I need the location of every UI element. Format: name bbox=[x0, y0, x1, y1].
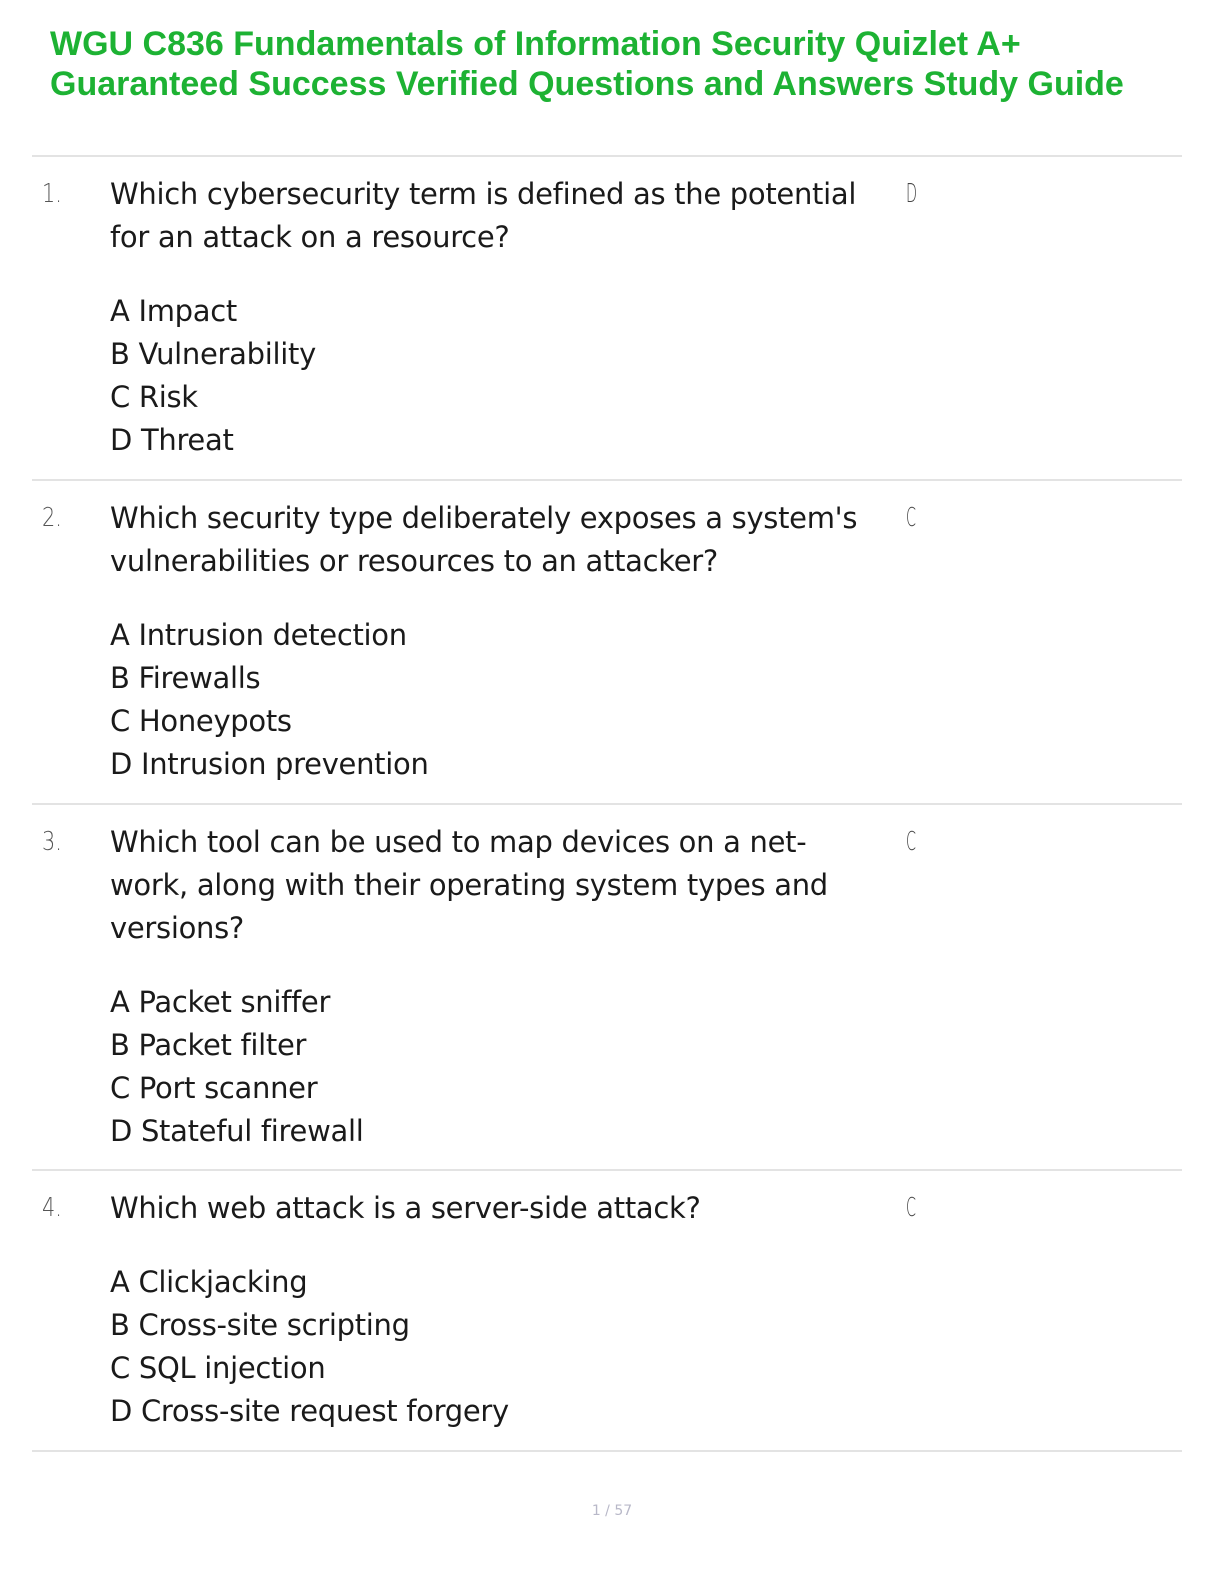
question-text-line: for an attack on a resource? bbox=[110, 220, 510, 254]
question-text-line: Which web attack is a server-side attack? bbox=[110, 1191, 701, 1225]
question-number: 3. bbox=[42, 827, 62, 857]
answer-option: B Packet filter bbox=[110, 1028, 307, 1062]
question-text-line: Which tool can be used to map devices on a net- bbox=[110, 825, 807, 859]
question-card bbox=[32, 155, 1182, 480]
answer-options bbox=[110, 981, 363, 1153]
question-text-line: work, along with their operating system types and bbox=[110, 868, 828, 902]
question-number: 2. bbox=[42, 503, 62, 533]
answer-key: D bbox=[906, 179, 918, 209]
answer-option: A Clickjacking bbox=[110, 1265, 308, 1299]
answer-option: B Cross-site scripting bbox=[110, 1308, 410, 1342]
answer-option: C Honeypots bbox=[110, 704, 292, 738]
question-text bbox=[110, 1187, 900, 1230]
answer-option: C Port scanner bbox=[110, 1071, 318, 1105]
answer-option: B Firewalls bbox=[110, 661, 261, 695]
answer-option: D Threat bbox=[110, 423, 234, 457]
answer-options bbox=[110, 290, 316, 462]
question-text-line: Which security type deliberately exposes a system's bbox=[110, 501, 858, 535]
question-card bbox=[32, 479, 1182, 804]
answer-option: D Stateful firewall bbox=[110, 1114, 364, 1148]
question-text bbox=[110, 173, 900, 259]
question-card bbox=[32, 1169, 1182, 1452]
document-title-line: Guaranteed Success Verified Questions and Answers Study Guide bbox=[50, 65, 1124, 103]
answer-key: C bbox=[906, 827, 916, 857]
answer-options bbox=[110, 1261, 509, 1433]
document-title bbox=[50, 24, 1200, 104]
question-text-line: Which cybersecurity term is defined as the potential bbox=[110, 177, 857, 211]
question-text bbox=[110, 497, 900, 583]
answer-option: D Intrusion prevention bbox=[110, 747, 429, 781]
page-number: 1 / 57 bbox=[591, 1503, 633, 1519]
question-text bbox=[110, 821, 900, 950]
answer-option: A Packet sniffer bbox=[110, 985, 331, 1019]
document-title-line: WGU C836 Fundamentals of Information Security Quizlet A+ bbox=[50, 25, 1021, 63]
answer-key: C bbox=[906, 1193, 916, 1223]
answer-option: C SQL injection bbox=[110, 1351, 326, 1385]
answer-option: B Vulnerability bbox=[110, 337, 316, 371]
question-number: 1. bbox=[42, 179, 62, 209]
answer-option: D Cross-site request forgery bbox=[110, 1394, 509, 1428]
question-number: 4. bbox=[42, 1193, 62, 1223]
question-card bbox=[32, 803, 1182, 1171]
answer-option: A Intrusion detection bbox=[110, 618, 407, 652]
answer-option: C Risk bbox=[110, 380, 198, 414]
question-text-line: versions? bbox=[110, 911, 245, 945]
question-text-line: vulnerabilities or resources to an attacker? bbox=[110, 544, 718, 578]
answer-key: C bbox=[906, 503, 916, 533]
answer-option: A Impact bbox=[110, 294, 237, 328]
answer-options bbox=[110, 614, 429, 786]
